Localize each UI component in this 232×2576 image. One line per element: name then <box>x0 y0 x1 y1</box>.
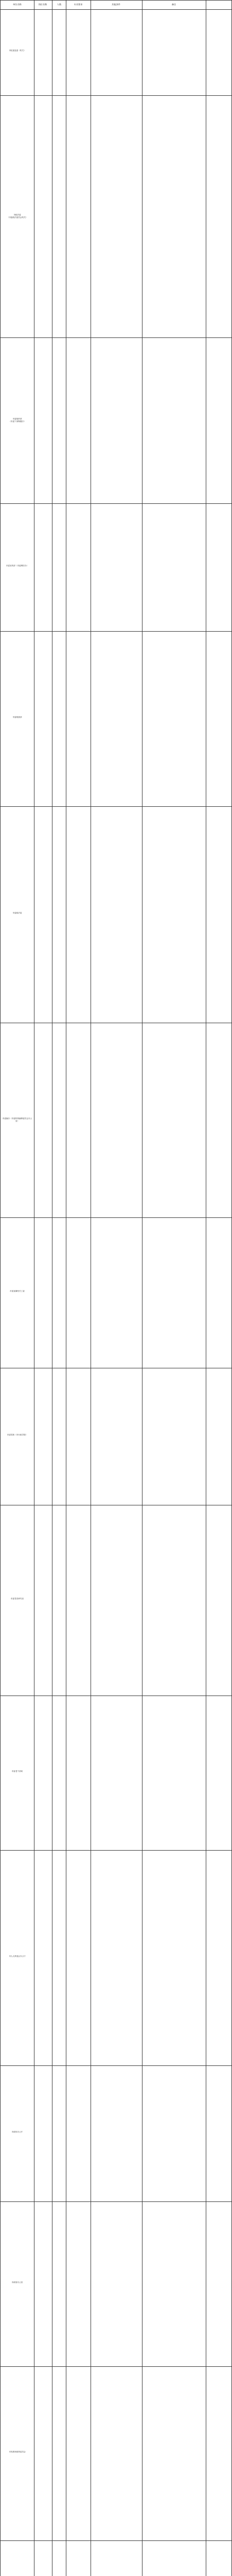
cell-unit: 市政协办公厅 <box>11 2131 23 2133</box>
row-rule <box>0 806 232 807</box>
cell-unit: 市委党史研究室 <box>10 1598 24 1600</box>
cell-unit: 市委老干部局 <box>11 1770 23 1772</box>
cell-unit: 市委党校（市行政学院） <box>7 1434 28 1436</box>
cell-unit: 市发展和改革委员会 <box>9 2451 26 2453</box>
header-requirements: 其他条件 <box>112 3 120 6</box>
header-unit: 单位名称 <box>13 3 22 6</box>
cell-unit: 市人大常委会办公厅 <box>9 1955 26 1957</box>
cell-unit: 市委编办（市委机构编制委员会办公室） <box>2 1117 32 1123</box>
header-count: 人数 <box>57 3 62 6</box>
row-rule <box>0 503 232 504</box>
table-border-left <box>0 0 1 2576</box>
row-rule <box>0 631 232 632</box>
header-notes: 备注 <box>171 3 176 6</box>
row-rule <box>0 2201 232 2202</box>
cell-unit: 市委统战部 <box>12 716 22 718</box>
cell-unit: 市纪委监委（机关） <box>9 49 26 52</box>
cell-unit: 市委宣传部（市委网信办） <box>6 565 29 567</box>
cell-unit: 市委政法委 <box>12 912 22 914</box>
row-rule <box>0 2366 232 2367</box>
row-rule <box>0 1850 232 1851</box>
row-rule <box>0 337 232 338</box>
cell-unit: 市委直属机关工委 <box>10 1290 25 1292</box>
header-post: 岗位名称 <box>38 3 47 6</box>
cell-unit: 市委组织部 （市委干部保健办） <box>9 418 26 423</box>
header-rule <box>0 9 232 10</box>
cell-unit: 市政法委 （市委政法委员会机关） <box>7 214 28 219</box>
row-rule <box>0 1217 232 1218</box>
cell-unit: 市政府办公室 <box>11 2281 23 2283</box>
row-rule <box>0 2065 232 2066</box>
header-major: 专业要求 <box>74 3 83 6</box>
row-rule <box>0 95 232 96</box>
row-rule <box>0 2540 232 2541</box>
